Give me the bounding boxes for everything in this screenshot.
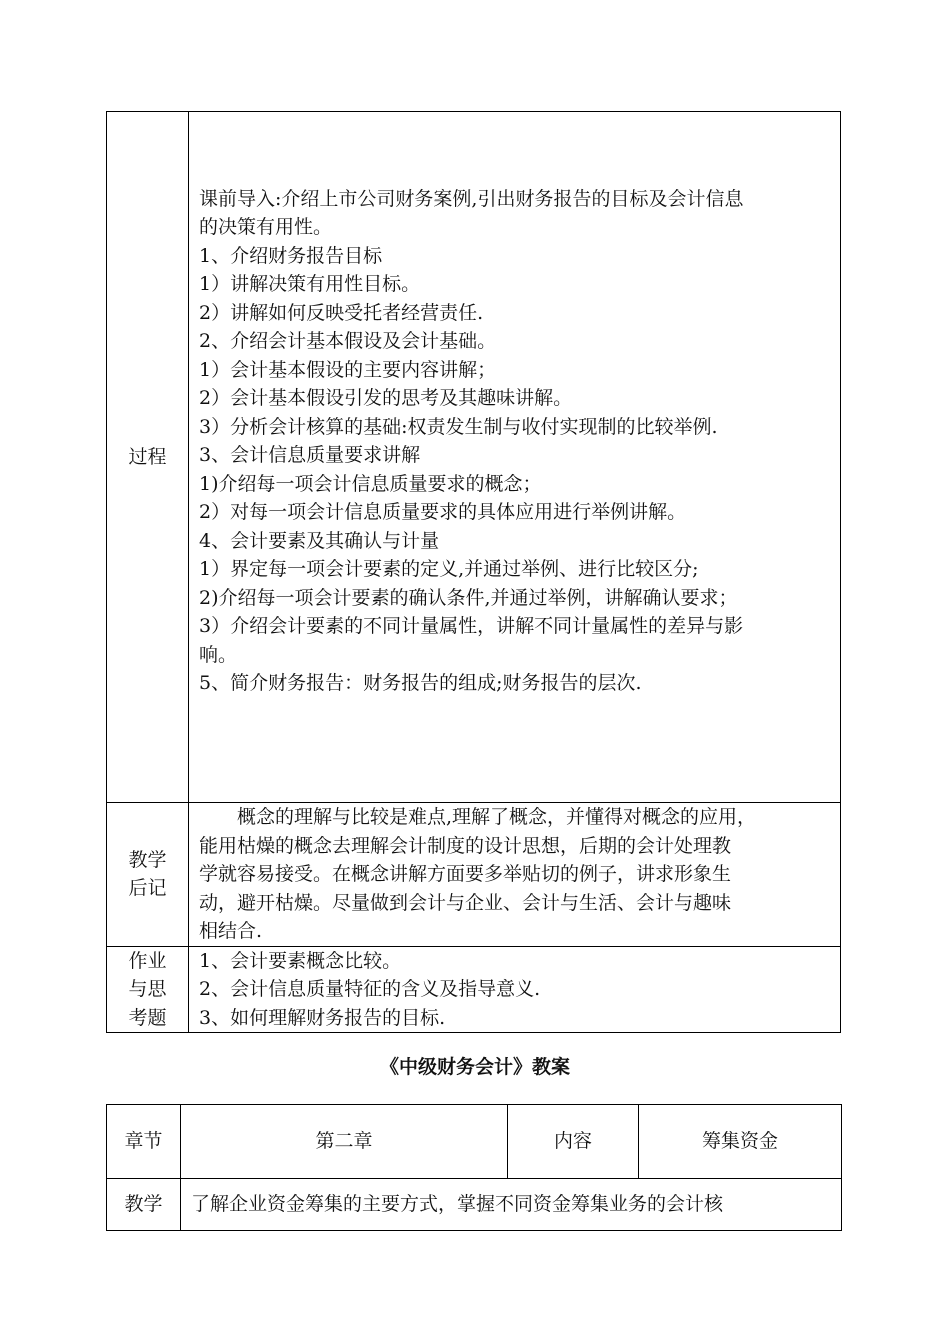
process-line: 2）对每一项会计信息质量要求的具体应用进行举例讲解。 (199, 501, 687, 523)
reflection-line: 能用枯燥的概念去理解会计制度的设计思想，后期的会计处理教 (199, 834, 732, 857)
process-line: 4、会计要素及其确认与计量 (199, 529, 440, 552)
process-line: 3、会计信息质量要求讲解 (199, 444, 421, 466)
goal-row (107, 1179, 842, 1231)
document-title: 《中级财务会计》教案 (379, 1056, 570, 1078)
process-line: 响。 (199, 643, 238, 666)
process-line: 的决策有用性。 (199, 216, 333, 238)
chapter-label: 章节 (107, 1105, 181, 1179)
process-line: 2)介绍每一项会计要素的确认条件,并通过举例，讲解确认要求； (199, 586, 738, 609)
reflection-label: 教学 后记 (107, 803, 189, 947)
reflection-line: 概念的理解与比较是难点,理解了概念，并懂得对概念的应用， (237, 806, 757, 828)
reflection-line: 相结合. (199, 920, 263, 942)
homework-line: 1、会计要素概念比较。 (199, 949, 402, 972)
process-line: 1）界定每一项会计要素的定义,并通过举例、进行比较区分; (199, 558, 699, 580)
chapter-table (106, 1104, 842, 1231)
reflection-line: 学就容易接受。在概念讲解方面要多举贴切的例子，讲求形象生 (199, 863, 732, 885)
process-line: 1）讲解决策有用性目标。 (199, 273, 421, 295)
process-line: 3）介绍会计要素的不同计量属性，讲解不同计量属性的差异与影 (199, 615, 744, 637)
process-content (189, 112, 841, 803)
content-value: 筹集资金 (639, 1105, 842, 1179)
process-line: 3）分析会计核算的基础:权责发生制与收付实现制的比较举例. (199, 415, 718, 438)
homework-content (189, 946, 841, 1033)
process-line: 1、介绍财务报告目标 (199, 244, 383, 267)
process-line: 2）讲解如何反映受托者经营责任. (199, 301, 484, 324)
process-row (107, 112, 841, 803)
process-line: 2）会计基本假设引发的思考及其趣味讲解。 (199, 387, 573, 409)
goal-content (181, 1179, 842, 1231)
lesson-plan-table (106, 111, 841, 1033)
goal-label: 教学 (107, 1179, 181, 1231)
process-line: 5、简介财务报告：财务报告的组成;财务报告的层次. (199, 672, 642, 694)
process-line: 1）会计基本假设的主要内容讲解； (199, 358, 497, 381)
homework-label: 作业 与思 考题 (107, 946, 189, 1033)
chapter-row (107, 1105, 842, 1179)
homework-line: 3、如何理解财务报告的目标. (199, 1006, 446, 1029)
process-line: 1)介绍每一项会计信息质量要求的概念； (199, 472, 542, 495)
goal-line: 了解企业资金筹集的主要方式，掌握不同资金筹集业务的会计核 (191, 1193, 724, 1216)
reflection-line: 动，避开枯燥。尽量做到会计与企业、会计与生活、会计与趣味 (199, 891, 732, 914)
process-line: 2、介绍会计基本假设及会计基础。 (199, 330, 497, 352)
homework-line: 2、会计信息质量特征的含义及指导意义. (199, 978, 541, 1000)
process-line: 课前导入:介绍上市公司财务案例,引出财务报告的目标及会计信息 (199, 187, 744, 210)
content-label: 内容 (508, 1105, 639, 1179)
process-label: 过程 (107, 112, 189, 803)
reflection-row (107, 803, 841, 947)
homework-row (107, 946, 841, 1033)
reflection-content (189, 803, 841, 947)
chapter-value: 第二章 (181, 1105, 508, 1179)
